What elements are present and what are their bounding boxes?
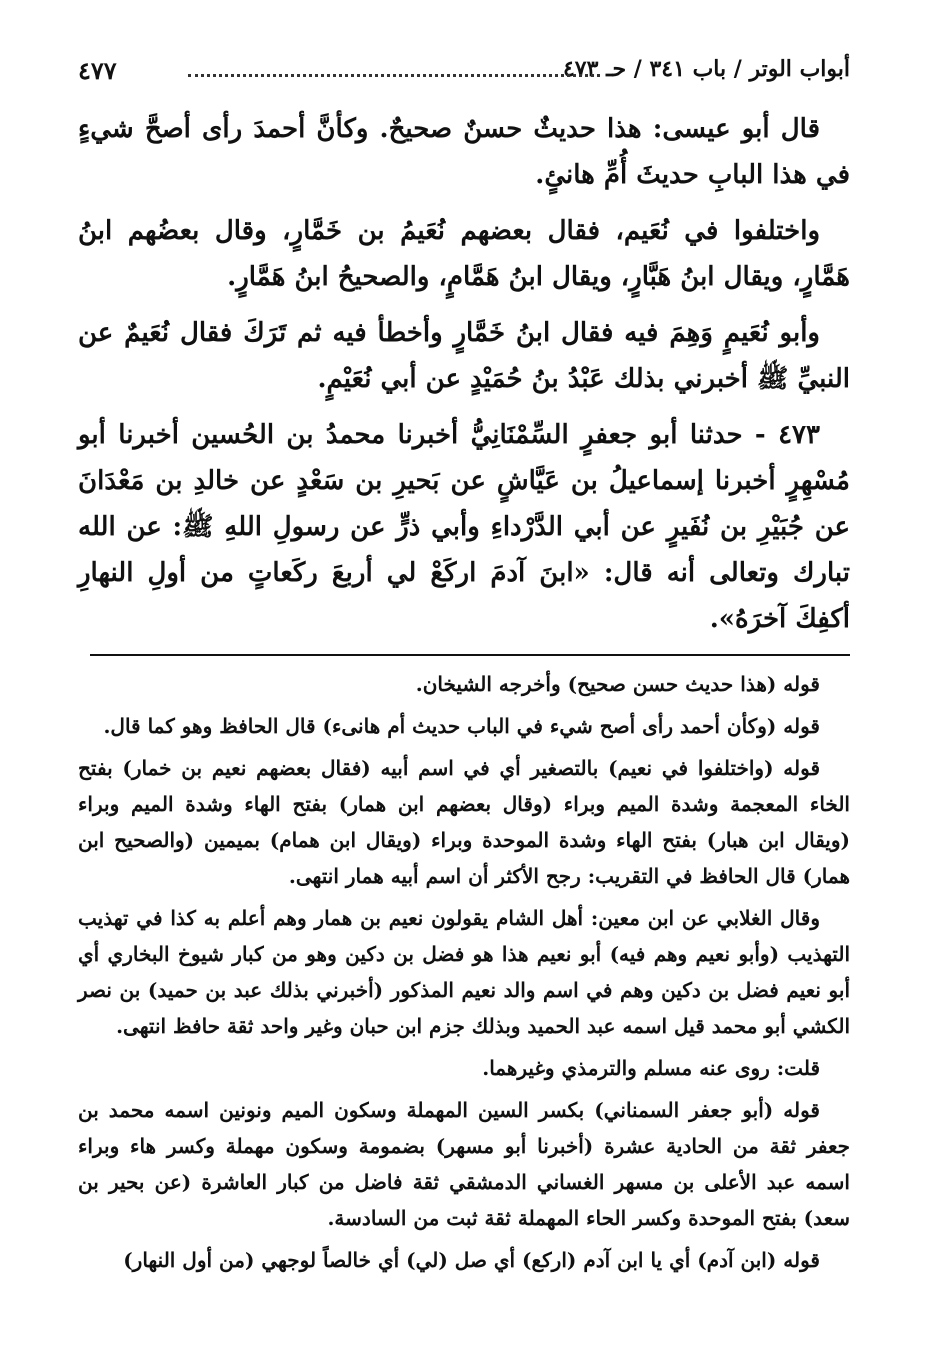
commentary-paragraph: قلت: روى عنه مسلم والترمذي وغيرهما.	[482, 1056, 820, 1080]
book-page	[78, 52, 850, 1342]
main-paragraph: وأبو نُعَيمٍ وَهِمَ فيه فقال ابنُ خَمَّارٍ وأخطأ فيه ثم تَرَكَ فقال نُعَيمٌ عن النبيِّ ﷺ أخبرني بذلك عَبْدُ بنُ حُمَيْدٍ عن أبي نُعَيْمٍ.	[78, 318, 850, 394]
commentary-paragraph: قوله (أبو جعفر السمناني) بكسر السين المهملة وسكون الميم ونونين اسمه محمد بن جعفر ثقة من الحادية عشرة (أخبرنا أبو مسهر) بضمومة وسكون مهملة وكسر هاء وبراء اسمه عبد الأعلى بن مسهر الغساني الدمشقي ثقة فاضل من كبار العاشرة (عن بحير بن سعد) بفتح الموحدة وكسر الحاء المهملة ثقة ثبت من السادسة.	[78, 1098, 850, 1230]
running-title: أبواب الوتر / باب ٣٤١ / حـ ٤٧٣	[562, 56, 850, 82]
main-paragraph: واختلفوا في نُعَيم، فقال بعضهم نُعَيمُ بن خَمَّارٍ، وقال بعضُهم ابنُ هَمَّارٍ، ويقال ابنُ هَبَّارٍ، ويقال ابنُ هَمَّامٍ، والصحيحُ ابنُ هَمَّارٍ.	[78, 216, 850, 292]
page-number: ٤٧٧	[78, 56, 117, 85]
footnote-divider	[90, 654, 850, 656]
commentary-paragraph: قوله (وكأن أحمد رأى أصح شيء في الباب حديث أم هانىء) قال الحافظ وهو كما قال.	[103, 714, 820, 738]
running-header	[78, 52, 850, 92]
commentary-paragraph: قوله (هذا حديث حسن صحيح) وأخرجه الشيخان.	[415, 672, 820, 696]
commentary	[78, 666, 850, 1278]
commentary-paragraph: قوله (ابن آدم) أي يا ابن آدم (اركع) أي صل (لي) أي خالصاً لوجهي (من أول النهار)	[123, 1248, 820, 1272]
main-paragraph: قال أبو عيسى: هذا حديثٌ حسنٌ صحيحٌ. وكأنَّ أحمدَ رأى أصحَّ شيءٍ في هذا البابِ حديثَ أُمِّ هانئٍ.	[78, 114, 850, 190]
commentary-paragraph: وقال الغلابي عن ابن معين: أهل الشام يقولون نعيم بن همار وهم أعلم به كذا في تهذيب التهذيب (وأبو نعيم وهم فيه) أبو نعيم هذا هو فضل بن دكين وهو من كبار شيوخ البخاري أي أبو نعيم فضل بن دكين وهم في اسم والد نعيم المذكور (أخبرني بذلك عبد بن حميد) بن نصر الكشي أبو محمد قيل اسمه عبد الحميد وبذلك جزم ابن حبان وغير واحد ثقة حافظ انتهى.	[78, 906, 850, 1038]
hadith-paragraph: ٤٧٣ - حدثنا أبو جعفرٍ السِّمْنَانِيُّ أخبرنا محمدُ بن الحُسين أخبرنا أبو مُسْهِرٍ أخبرنا إسماعيلُ بن عَيَّاشٍ عن بَحيرِ بن سَعْدٍ عن خالدِ بن مَعْدَانَ عن جُبَيْرِ بن نُفَيرٍ عن أبي الدَّرْداءِ وأبي ذرٍّ عن رسولِ اللهِ ﷺ: عن الله تبارك وتعالى أنه قال: «ابنَ آدمَ اركَعْ لي أربعَ ركَعاتٍ من أولِ النهارِ أكفِكَ آخرَهُ».	[78, 420, 850, 634]
main-text	[78, 106, 850, 642]
leader-dots	[188, 74, 600, 77]
commentary-paragraph: قوله (واختلفوا في نعيم) بالتصغير أي في اسم أبيه (فقال بعضهم نعيم بن خمار) بفتح الخاء المعجمة وشدة الميم وبراء (وقال بعضهم ابن همار) بفتح الهاء وشدة الميم وبراء (ويقال ابن هبار) بفتح الهاء وشدة الموحدة وبراء (ويقال ابن همام) بميمين (والصحيح ابن همار) قال الحافظ في التقريب: رجح الأكثر أن اسم أبيه همار انتهى.	[78, 756, 850, 888]
